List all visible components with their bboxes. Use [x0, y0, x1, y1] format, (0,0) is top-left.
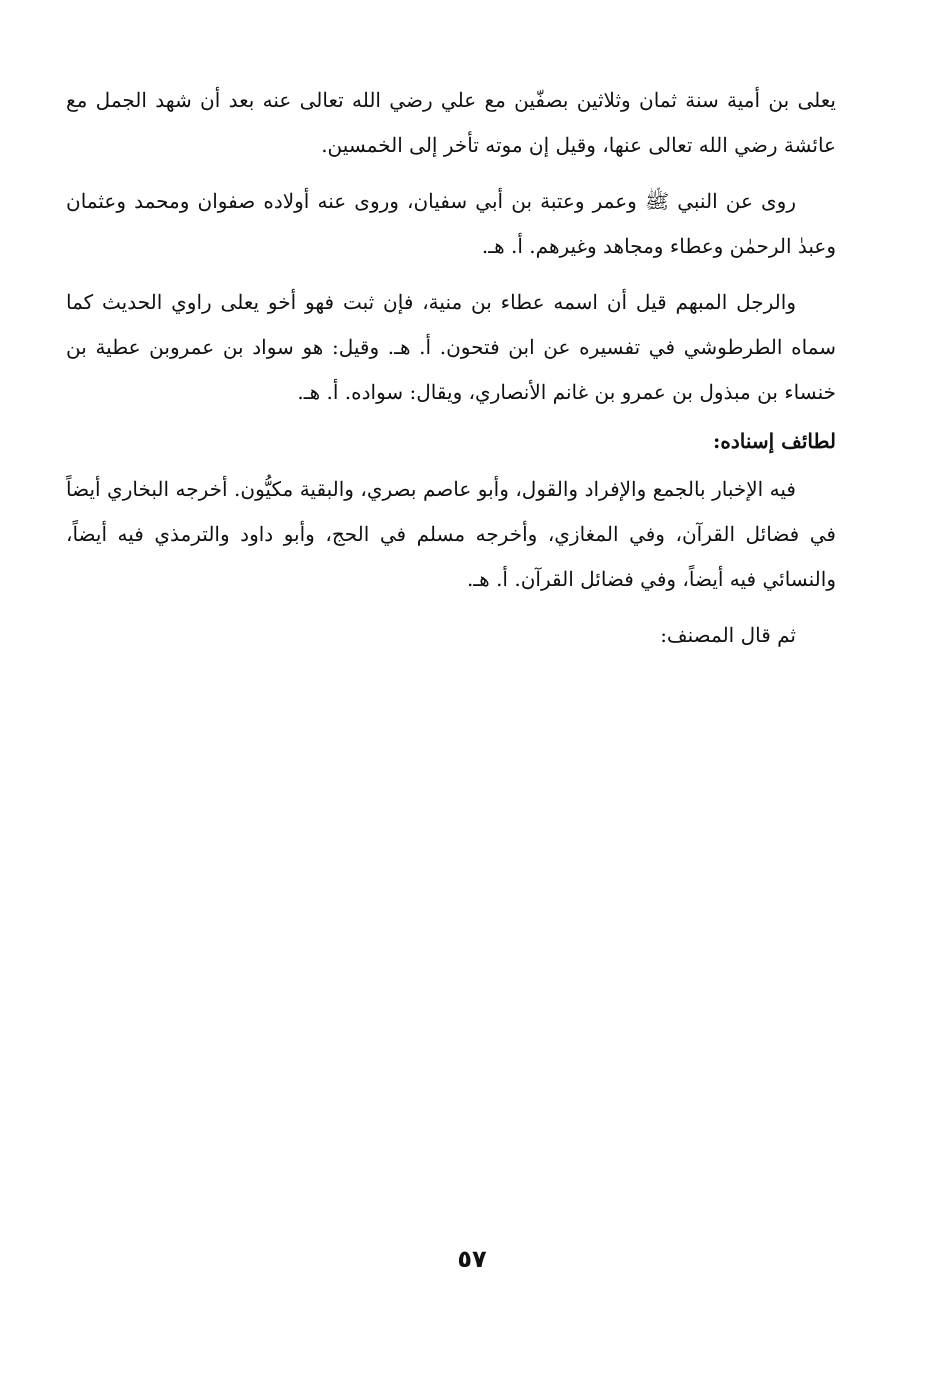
main-text [66, 78, 836, 658]
section-heading: لطائف إسناده: [712, 429, 836, 453]
paragraph-author-says: ثم قال المصنف: [660, 623, 796, 647]
paragraph-isnad-notes: فيه الإخبار بالجمع والإفراد والقول، وأبو عاصم بصري، والبقية مكيُّون. أخرجه البخاري أيضاً في فضائل القرآن، وفي المغازي، وأخرجه مسلم في الحج، وأبو داود والترمذي فيه أيضاً، والنسائي فيه أيضاً، وفي فضائل القرآن. أ. هـ. [66, 477, 836, 591]
paragraph-unnamed-man: والرجل المبهم قيل أن اسمه عطاء بن منية، فإن ثبت فهو أخو يعلى راوي الحديث كما سماه الطرطوشي في تفسيره عن ابن فتحون. أ. هـ. وقيل: هو سواد بن عمروبن عطية بن خنساء بن مبذول بن عمرو بن غانم الأنصاري، ويقال: سواده. أ. هـ. [66, 290, 836, 404]
paragraph-narrator-death: يعلى بن أمية سنة ثمان وثلاثين بصفّين مع علي رضي الله تعالى عنه بعد أن شهد الجمل مع عائشة رضي الله تعالى عنها، وقيل إن موته تأخر إلى الخمسين. [66, 88, 836, 157]
page-number: ٥٧ [457, 1245, 487, 1273]
paragraph-narrations: روى عن النبي ﷺ وعمر وعتبة بن أبي سفيان، وروى عنه أولاده صفوان ومحمد وعثمان وعبدٰ الرحمٰن وعطاء ومجاهد وغيرهم. أ. هـ. [66, 189, 836, 258]
